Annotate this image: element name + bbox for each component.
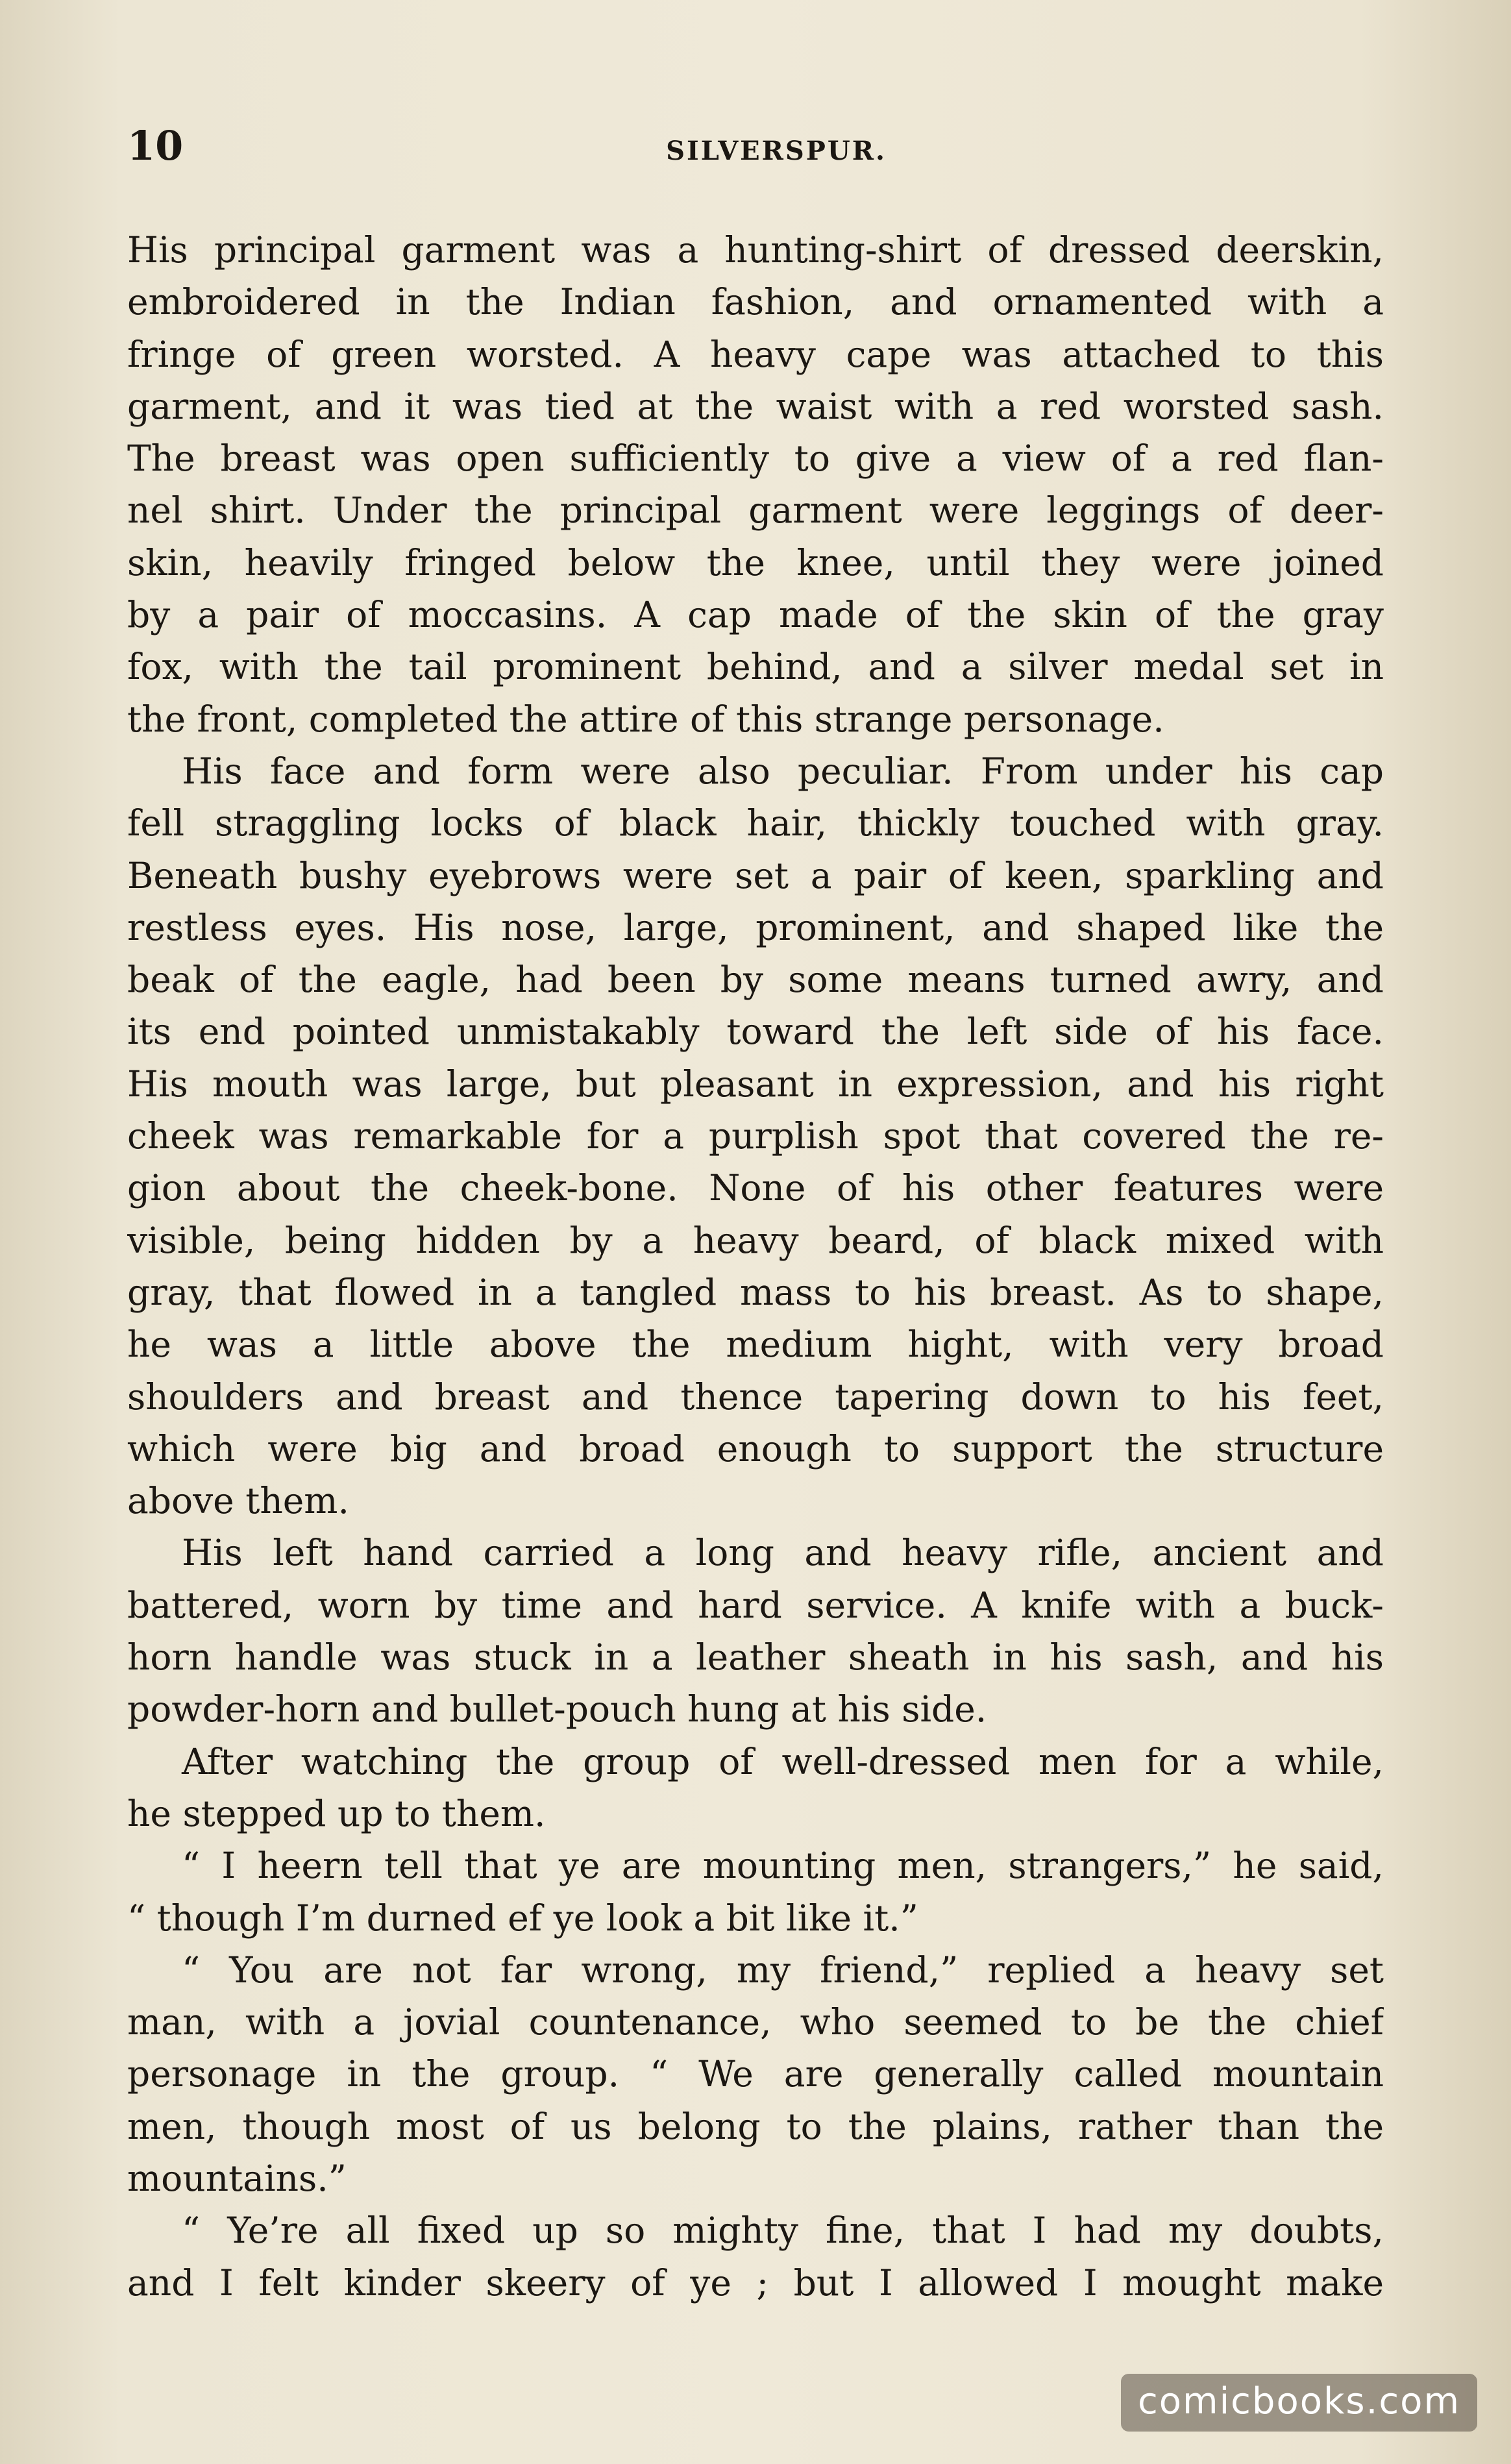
text-line: horn handle was stuck in a leather sheath in his sash, and his (127, 1636, 1384, 1679)
text-line: powder-horn and bullet-pouch hung at his side. (127, 1688, 987, 1731)
text-line: Beneath bushy eyebrows were set a pair of keen, sparkling and (127, 854, 1384, 896)
text-line: “ I heern tell that ye are mounting men, strangers,” he said, (182, 1845, 1384, 1887)
text-line: the front, completed the attire of this strange personage. (127, 698, 1164, 740)
text-line: gion about the cheek-bone. None of his other features were (127, 1167, 1384, 1209)
page-header (127, 117, 1386, 175)
text-line: he stepped up to them. (127, 1792, 546, 1834)
text-line: cheek was remarkable for a purplish spot that covered the re- (127, 1115, 1384, 1157)
text-line: skin, heavily fringed below the knee, until they were joined (127, 541, 1384, 584)
text-line: battered, worn by time and hard service. A knife with a buck- (127, 1584, 1384, 1626)
text-line: fringe of green worsted. A heavy cape was attached to this (127, 333, 1384, 375)
text-line: by a pair of moccasins. A cap made of the skin of the gray (127, 594, 1384, 636)
body-text (127, 224, 1384, 2309)
text-line: After watching the group of well-dressed men for a while, (182, 1740, 1384, 1782)
text-line: embroidered in the Indian fashion, and ornamented with a (127, 281, 1384, 323)
text-line: and I felt kinder skeery of ye ; but I allowed I mought make (127, 2261, 1384, 2304)
text-line: beak of the eagle, had been by some means turned awry, and (127, 959, 1384, 1001)
text-line: His left hand carried a long and heavy rifle, ancient and (182, 1532, 1384, 1574)
text-line: its end pointed unmistakably toward the left side of his face. (127, 1011, 1384, 1053)
text-line: His face and form were also peculiar. From under his cap (182, 750, 1384, 792)
text-line: gray, that flowed in a tangled mass to his breast. As to shape, (127, 1271, 1384, 1313)
text-line: “ Ye’re all fixed up so mighty fine, that I had my doubts, (182, 2210, 1384, 2252)
text-line: which were big and broad enough to support the structure (127, 1427, 1384, 1470)
page-number: 10 (127, 122, 184, 169)
text-line: visible, being hidden by a heavy beard, of black mixed with (127, 1219, 1384, 1261)
text-line: fox, with the tail prominent behind, and a silver medal set in (127, 646, 1384, 688)
text-line: restless eyes. His nose, large, prominent, and shaped like the (127, 906, 1384, 948)
text-line: nel shirt. Under the principal garment were leggings of deer- (127, 489, 1384, 532)
watermark: comicbooks.com (1121, 2374, 1477, 2432)
text-line: he was a little above the medium hight, with very broad (127, 1324, 1384, 1366)
text-line: “ You are not far wrong, my friend,” replied a heavy set (182, 1949, 1384, 1991)
text-line: The breast was open sufficiently to give a view of a red flan- (127, 437, 1384, 480)
text-line: His principal garment was a hunting-shirt of dressed deerskin, (127, 229, 1384, 271)
text-line: garment, and it was tied at the waist with a red worsted sash. (127, 385, 1384, 427)
text-line: personage in the group. “ We are generally called mountain (127, 2053, 1384, 2095)
text-line: “ though I’m durned ef ye look a bit like it.” (127, 1897, 918, 1939)
text-line: mountains.” (127, 2157, 347, 2199)
text-line: fell straggling locks of black hair, thickly touched with gray. (127, 802, 1384, 844)
text-line: man, with a jovial countenance, who seemed to be the chief (127, 2001, 1384, 2043)
text-line: men, though most of us belong to the plains, rather than the (127, 2105, 1384, 2147)
text-line: shoulders and breast and thence tapering down to his feet, (127, 1375, 1384, 1418)
text-line: above them. (127, 1480, 349, 1522)
text-line: His mouth was large, but pleasant in expression, and his right (127, 1063, 1384, 1105)
running-title: SILVERSPUR. (666, 136, 887, 166)
